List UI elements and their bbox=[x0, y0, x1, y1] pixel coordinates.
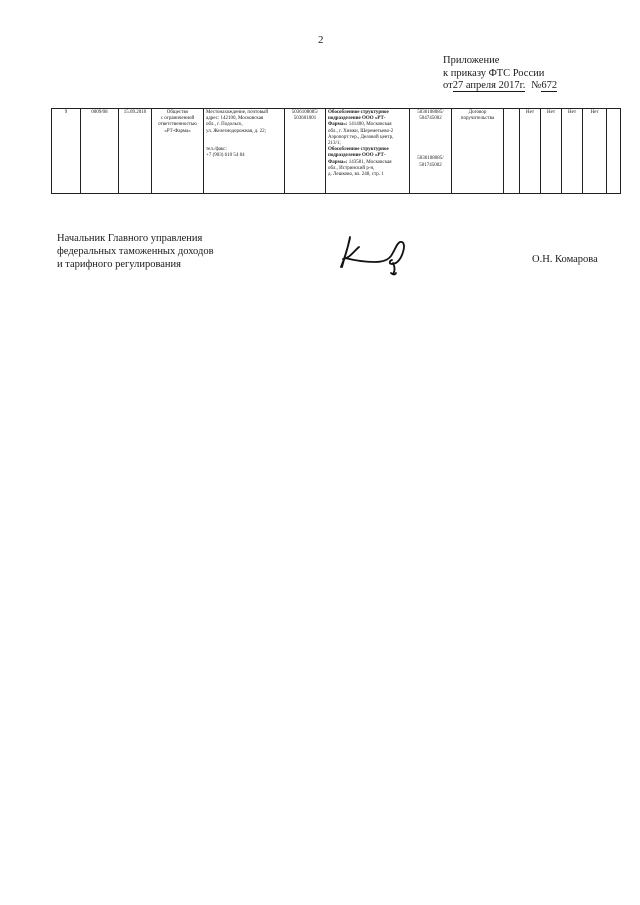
cell-security: Договор поручительства bbox=[452, 109, 504, 194]
cell-reg-number: 0009/08 bbox=[81, 109, 119, 194]
cell-date: 15.09.2010 bbox=[119, 109, 152, 194]
signer-title: Начальник Главного управления федеральных таможенных доходов и тарифного регулирования bbox=[57, 233, 214, 270]
cell-col-e: Нет bbox=[583, 109, 607, 194]
table-row bbox=[52, 109, 621, 194]
cell-col-c: Нет bbox=[541, 109, 562, 194]
appendix-line-2: к приказу ФТС России bbox=[443, 67, 545, 79]
cell-org-name: Общество с ограниченной ответственностью «РТ-Фарма» bbox=[152, 109, 204, 194]
page-number: 2 bbox=[318, 34, 324, 46]
appendix-line-1: Приложение bbox=[443, 55, 500, 66]
cell-index: 9 bbox=[52, 109, 81, 194]
phone-label: тел./факс: bbox=[206, 146, 227, 152]
cell-address: Местонахождение, почтовый адрес: 142100, Московская обл., г. Подольск, ул. Железнодорожная, д. 22; тел./факс: +7 (903) 610 54 84 bbox=[204, 109, 285, 194]
signature bbox=[333, 229, 415, 279]
appendix-number-label: № bbox=[531, 80, 542, 91]
appendix-from-label: от bbox=[443, 80, 453, 91]
cell-col-f bbox=[607, 109, 621, 194]
appendix-number: 672 bbox=[541, 80, 558, 91]
signer-name: О.Н. Комарова bbox=[532, 254, 598, 265]
phone: +7 (903) 610 54 84 bbox=[206, 153, 245, 159]
cell-inn-kpp: 5036108085/ 503601001 bbox=[285, 109, 326, 194]
cell-divisions: Обособленное структурное подразделение ООО «РТ- Фарма»: 141400, Московская обл., г. Химки, Шереметьево-2 Аэропорт тер., Деловой центр, 213/1; Обособленное структурное подразделение ООО «РТ- Фарма»: 143581, Московская обл., Истринский р-н, д. Лешково, вл. 248, стр. 1 bbox=[326, 109, 410, 194]
cell-col-b: Нет bbox=[520, 109, 541, 194]
appendix-line-3 bbox=[443, 80, 557, 93]
appendix-date: 27 апреля 2017г. bbox=[452, 80, 526, 91]
registry-table bbox=[51, 108, 621, 194]
cell-division-codes: 5036108085/ 504745002 5036108085/ 501745002 bbox=[410, 109, 452, 194]
cell-col-d: Нет bbox=[562, 109, 583, 194]
cell-col-a bbox=[504, 109, 520, 194]
appendix-header bbox=[443, 55, 557, 93]
